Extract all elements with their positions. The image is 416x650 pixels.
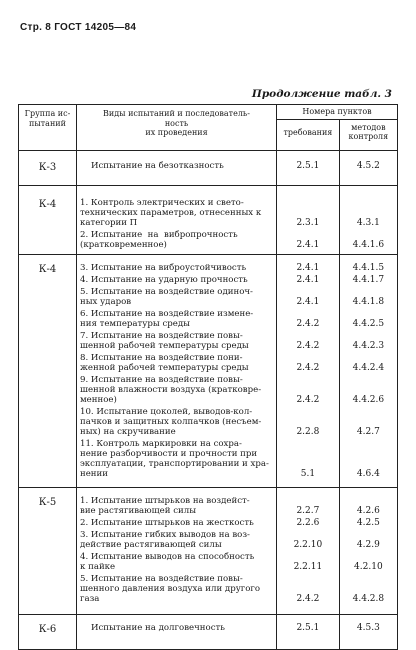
requirement-ref: 2.4.2 [277,309,340,331]
table-row [19,614,398,649]
method-ref: 4.5.2 [339,150,397,185]
requirement-ref: 5.1 [277,439,340,488]
requirement-ref: 2.2.8 [277,407,340,439]
test-description: 5. Испытание на воздействие повы- шенного давления воздуха или другого газа [76,574,276,615]
requirement-ref: 2.5.1 [277,150,340,185]
method-ref: 4.4.1.7 [339,275,397,287]
group-cell: К-3 [19,150,77,185]
group-cell: К-4 [19,254,77,487]
requirement-ref: 2.4.1 [277,254,340,275]
col-group-header: Группа ис- пытаний [19,105,77,151]
table-row [19,254,398,275]
group-cell: К-4 [19,185,77,254]
method-ref: 4.3.1 [339,185,397,230]
test-description: 2. Испытание штырьков на жесткость [76,518,276,530]
method-ref: 4.2.6 [339,487,397,518]
test-description: 11. Контроль маркировки на сохра- нение разборчивости и прочности при эксплуатации, транспортировании и хра- нении [76,439,276,488]
method-ref: 4.4.2.3 [339,331,397,353]
test-description: 6. Испытание на воздействие измене- ния температуры среды [76,309,276,331]
requirement-ref: 2.5.1 [277,614,340,649]
test-description: 3. Испытание гибких выводов на воз- действие растягивающей силы [76,530,276,552]
method-ref: 4.2.10 [339,552,397,574]
page-header: Стр. 8 ГОСТ 14205—84 [20,22,137,33]
test-description: 8. Испытание на воздействие пони- женной рабочей температуры среды [76,353,276,375]
test-description: Испытание на безотказность [76,150,276,185]
test-description: 1. Испытание штырьков на воздейст- вие растягивающей силы [76,487,276,518]
method-ref: 4.2.5 [339,518,397,530]
method-ref: 4.2.7 [339,407,397,439]
method-ref: 4.5.3 [339,614,397,649]
method-ref: 4.4.2.5 [339,309,397,331]
col-kinds-header: Виды испытаний и последователь- ность их проведения [76,105,276,151]
table-row [19,185,398,230]
test-description: 1. Контроль электрических и свето- технических параметров, отнесенных к категории П [76,185,276,230]
col-req-header: требования [277,119,340,150]
test-description: 3. Испытание на виброустойчивость [76,254,276,275]
test-description: 4. Испытание на ударную прочность [76,275,276,287]
requirement-ref: 2.4.2 [277,574,340,615]
method-ref: 4.2.9 [339,530,397,552]
method-ref: 4.4.2.6 [339,375,397,407]
requirement-ref: 2.4.2 [277,353,340,375]
test-description: 4. Испытание выводов на способность к пайке [76,552,276,574]
requirement-ref: 2.3.1 [277,185,340,230]
requirement-ref: 2.2.7 [277,487,340,518]
requirement-ref: 2.2.11 [277,552,340,574]
method-ref: 4.4.1.8 [339,287,397,309]
requirement-ref: 2.4.2 [277,331,340,353]
method-ref: 4.6.4 [339,439,397,488]
requirement-ref: 2.2.6 [277,518,340,530]
requirement-ref: 2.4.1 [277,275,340,287]
group-cell: К-5 [19,487,77,614]
test-description: 7. Испытание на воздействие повы- шенной рабочей температуры среды [76,331,276,353]
method-ref: 4.4.2.4 [339,353,397,375]
method-ref: 4.4.2.8 [339,574,397,615]
requirement-ref: 2.4.1 [277,230,340,255]
test-description: 9. Испытание на воздействие повы- шенной влажности воздуха (кратковре- менное) [76,375,276,407]
test-description: Испытание на долговечность [76,614,276,649]
requirement-ref: 2.4.2 [277,375,340,407]
test-table [18,104,398,650]
method-ref: 4.4.1.6 [339,230,397,255]
group-cell: К-6 [19,614,77,649]
requirement-ref: 2.4.1 [277,287,340,309]
col-numbers-header: Номера пунктов [277,105,398,120]
method-ref: 4.4.1.5 [339,254,397,275]
test-description: 5. Испытание на воздействие одиноч- ных ударов [76,287,276,309]
test-description: 10. Испытание цоколей, выводов-кол- пачков и защитных колпачков (несъем- ных) на скручивание [76,407,276,439]
table-row [19,487,398,518]
table-row [19,150,398,185]
table-continuation-label: Продолжение табл. 3 [251,88,392,100]
test-description: 2. Испытание на вибропрочность (кратковременное) [76,230,276,255]
col-method-header: методов контроля [339,119,397,150]
requirement-ref: 2.2.10 [277,530,340,552]
